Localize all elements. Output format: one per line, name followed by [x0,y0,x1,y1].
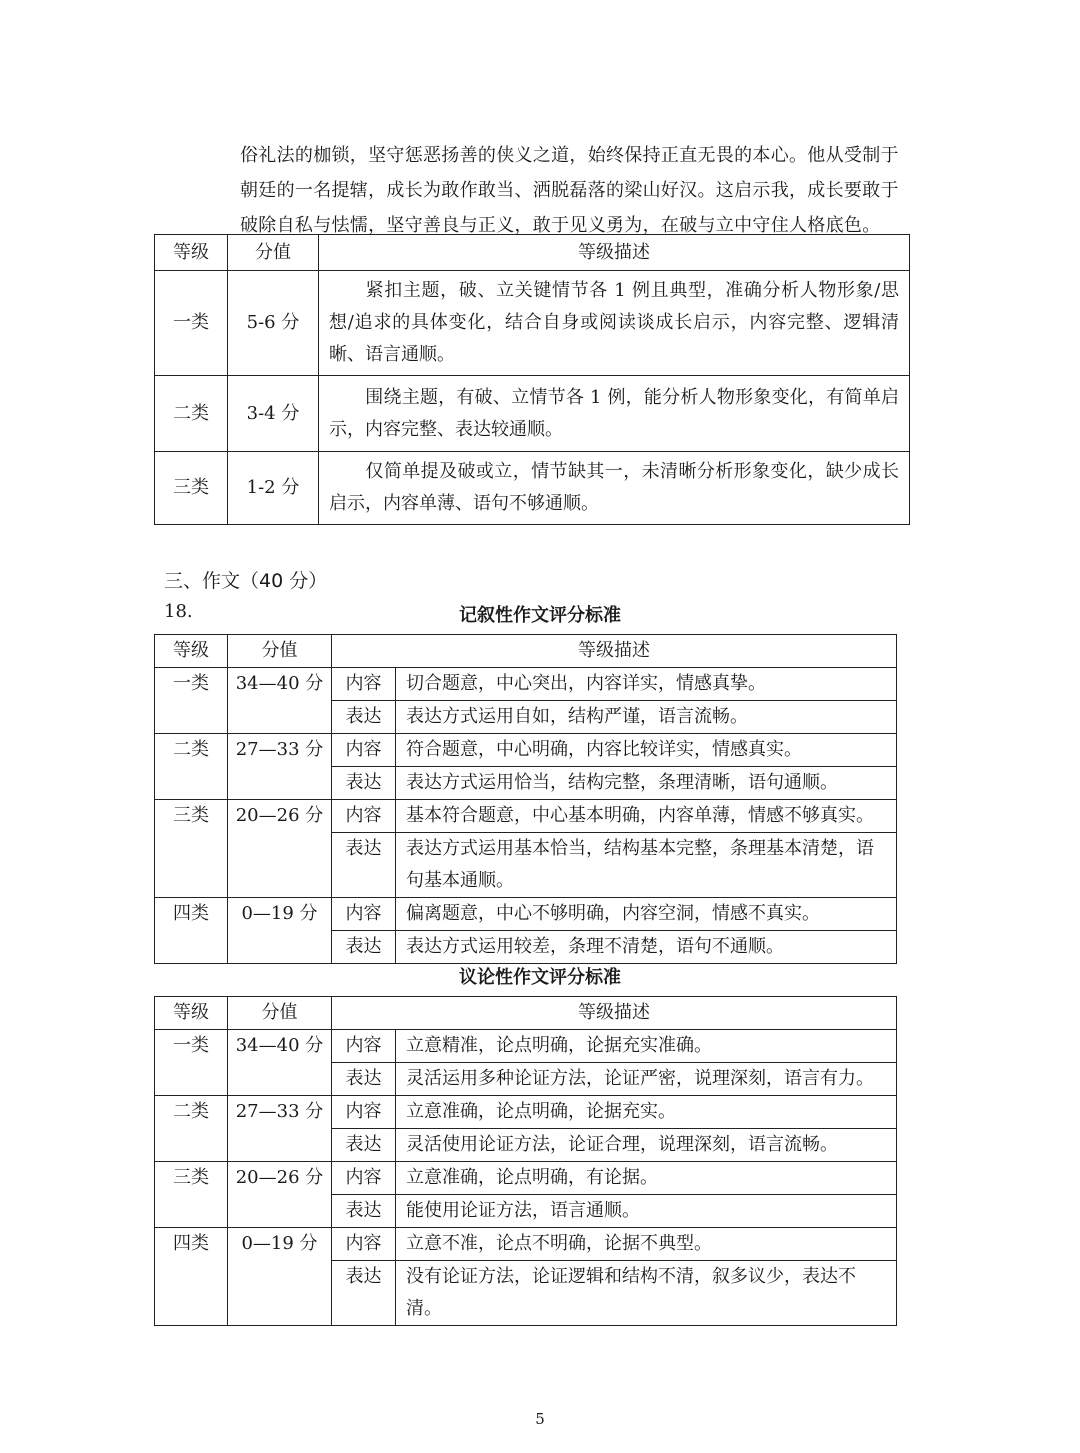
header-score: 分值 [228,635,332,668]
expression-label: 表达 [332,1129,396,1162]
desc-cell: 仅简单提及破或立，情节缺其一，未清晰分析形象变化，缺少成长启示，内容单薄、语句不够通顺。 [319,452,910,525]
header-desc: 等级描述 [332,997,897,1030]
desc-cell: 紧扣主题，破、立关键情节各 1 例且典型，准确分析人物形象/思想/追求的具体变化，结合自身或阅读谈成长启示，内容完整、逻辑清晰、语言通顺。 [319,271,910,376]
expression-cell: 能使用论证方法，语言通顺。 [396,1195,897,1228]
expression-label: 表达 [332,833,396,898]
expression-cell: 灵活运用多种论证方法，论证严密，说理深刻，语言有力。 [396,1063,897,1096]
content-cell: 偏离题意，中心不够明确，内容空洞，情感不真实。 [396,898,897,931]
header-grade: 等级 [155,997,228,1030]
content-cell: 符合题意，中心明确，内容比较详实，情感真实。 [396,734,897,767]
table-row [155,376,910,452]
header-desc: 等级描述 [332,635,897,668]
header-score: 分值 [228,235,319,271]
score-cell: 34—40 分 [228,668,332,734]
table-row [155,668,897,701]
expression-label: 表达 [332,701,396,734]
content-label: 内容 [332,734,396,767]
score-cell: 20—26 分 [228,1162,332,1228]
header-score: 分值 [228,997,332,1030]
content-label: 内容 [332,1030,396,1063]
expression-label: 表达 [332,931,396,964]
content-cell: 立意精准，论点明确，论据充实准确。 [396,1030,897,1063]
score-cell: 1-2 分 [228,452,319,525]
table-row [155,898,897,931]
score-cell: 27—33 分 [228,734,332,800]
content-cell: 基本符合题意，中心基本明确，内容单薄，情感不够真实。 [396,800,897,833]
grade-cell: 二类 [155,1096,228,1162]
argumentative-rubric-title: 议论性作文评分标准 [459,967,621,988]
page-number: 5 [535,1410,545,1428]
score-cell: 0—19 分 [228,898,332,964]
header-grade: 等级 [155,235,228,271]
paragraph-line: 朝廷的一名提辖，成长为敢作敢当、洒脱磊落的梁山好汉。这启示我，成长要敢于 [240,180,899,201]
grade-cell: 二类 [155,376,228,452]
grade-cell: 三类 [155,452,228,525]
table-row [155,1030,897,1063]
table-row [155,1162,897,1195]
answer-paragraph [240,138,940,243]
content-label: 内容 [332,1162,396,1195]
narrative-rubric-table [154,634,897,964]
section-title: 三、作文（40 分） [164,570,328,592]
content-label: 内容 [332,800,396,833]
grade-cell: 一类 [155,1030,228,1096]
grade-cell: 一类 [155,668,228,734]
expression-cell: 没有论证方法，论证逻辑和结构不清，叙多议少，表达不清。 [396,1261,897,1326]
expression-label: 表达 [332,1195,396,1228]
table-row [155,1228,897,1261]
content-cell: 切合题意，中心突出，内容详实，情感真挚。 [396,668,897,701]
content-cell: 立意不准，论点不明确，论据不典型。 [396,1228,897,1261]
expression-label: 表达 [332,1063,396,1096]
grade-cell: 四类 [155,898,228,964]
table-row [155,271,910,376]
score-cell: 3-4 分 [228,376,319,452]
table-row [155,452,910,525]
table-header-row [155,635,897,668]
expression-cell: 表达方式运用恰当，结构完整，条理清晰，语句通顺。 [396,767,897,800]
grade-cell: 三类 [155,800,228,898]
paragraph-line: 俗礼法的枷锁，坚守惩恶扬善的侠义之道，始终保持正直无畏的本心。他从受制于 [240,145,899,166]
expression-label: 表达 [332,767,396,800]
table-row [155,1096,897,1129]
expression-cell: 表达方式运用基本恰当，结构基本完整，条理基本清楚，语句基本通顺。 [396,833,897,898]
content-label: 内容 [332,1096,396,1129]
expression-label: 表达 [332,1261,396,1326]
table-header-row [155,997,897,1030]
table-row [155,734,897,767]
table-row [155,800,897,833]
argumentative-rubric-table [154,996,897,1326]
narrative-rubric-title: 记叙性作文评分标准 [459,605,621,626]
content-cell: 立意准确，论点明确，论据充实。 [396,1096,897,1129]
score-cell: 0—19 分 [228,1228,332,1326]
content-label: 内容 [332,668,396,701]
score-cell: 34—40 分 [228,1030,332,1096]
content-label: 内容 [332,1228,396,1261]
score-cell: 27—33 分 [228,1096,332,1162]
grade-cell: 一类 [155,271,228,376]
expression-cell: 表达方式运用自如，结构严谨，语言流畅。 [396,701,897,734]
content-label: 内容 [332,898,396,931]
grade-cell: 四类 [155,1228,228,1326]
grade-cell: 三类 [155,1162,228,1228]
content-cell: 立意准确，论点明确，有论据。 [396,1162,897,1195]
expression-cell: 灵活使用论证方法，论证合理，说理深刻，语言流畅。 [396,1129,897,1162]
score-cell: 5-6 分 [228,271,319,376]
question-number: 18. [164,601,193,622]
header-grade: 等级 [155,635,228,668]
header-desc: 等级描述 [319,235,910,271]
expression-cell: 表达方式运用较差，条理不清楚，语句不通顺。 [396,931,897,964]
paragraph-line: 破除自私与怯懦，坚守善良与正义，敢于见义勇为，在破与立中守住人格底色。 [240,215,881,236]
grade-cell: 二类 [155,734,228,800]
desc-cell: 围绕主题，有破、立情节各 1 例，能分析人物形象变化，有简单启示，内容完整、表达较通顺。 [319,376,910,452]
table-header-row [155,235,910,271]
score-cell: 20—26 分 [228,800,332,898]
reading-rubric-table [154,234,910,525]
